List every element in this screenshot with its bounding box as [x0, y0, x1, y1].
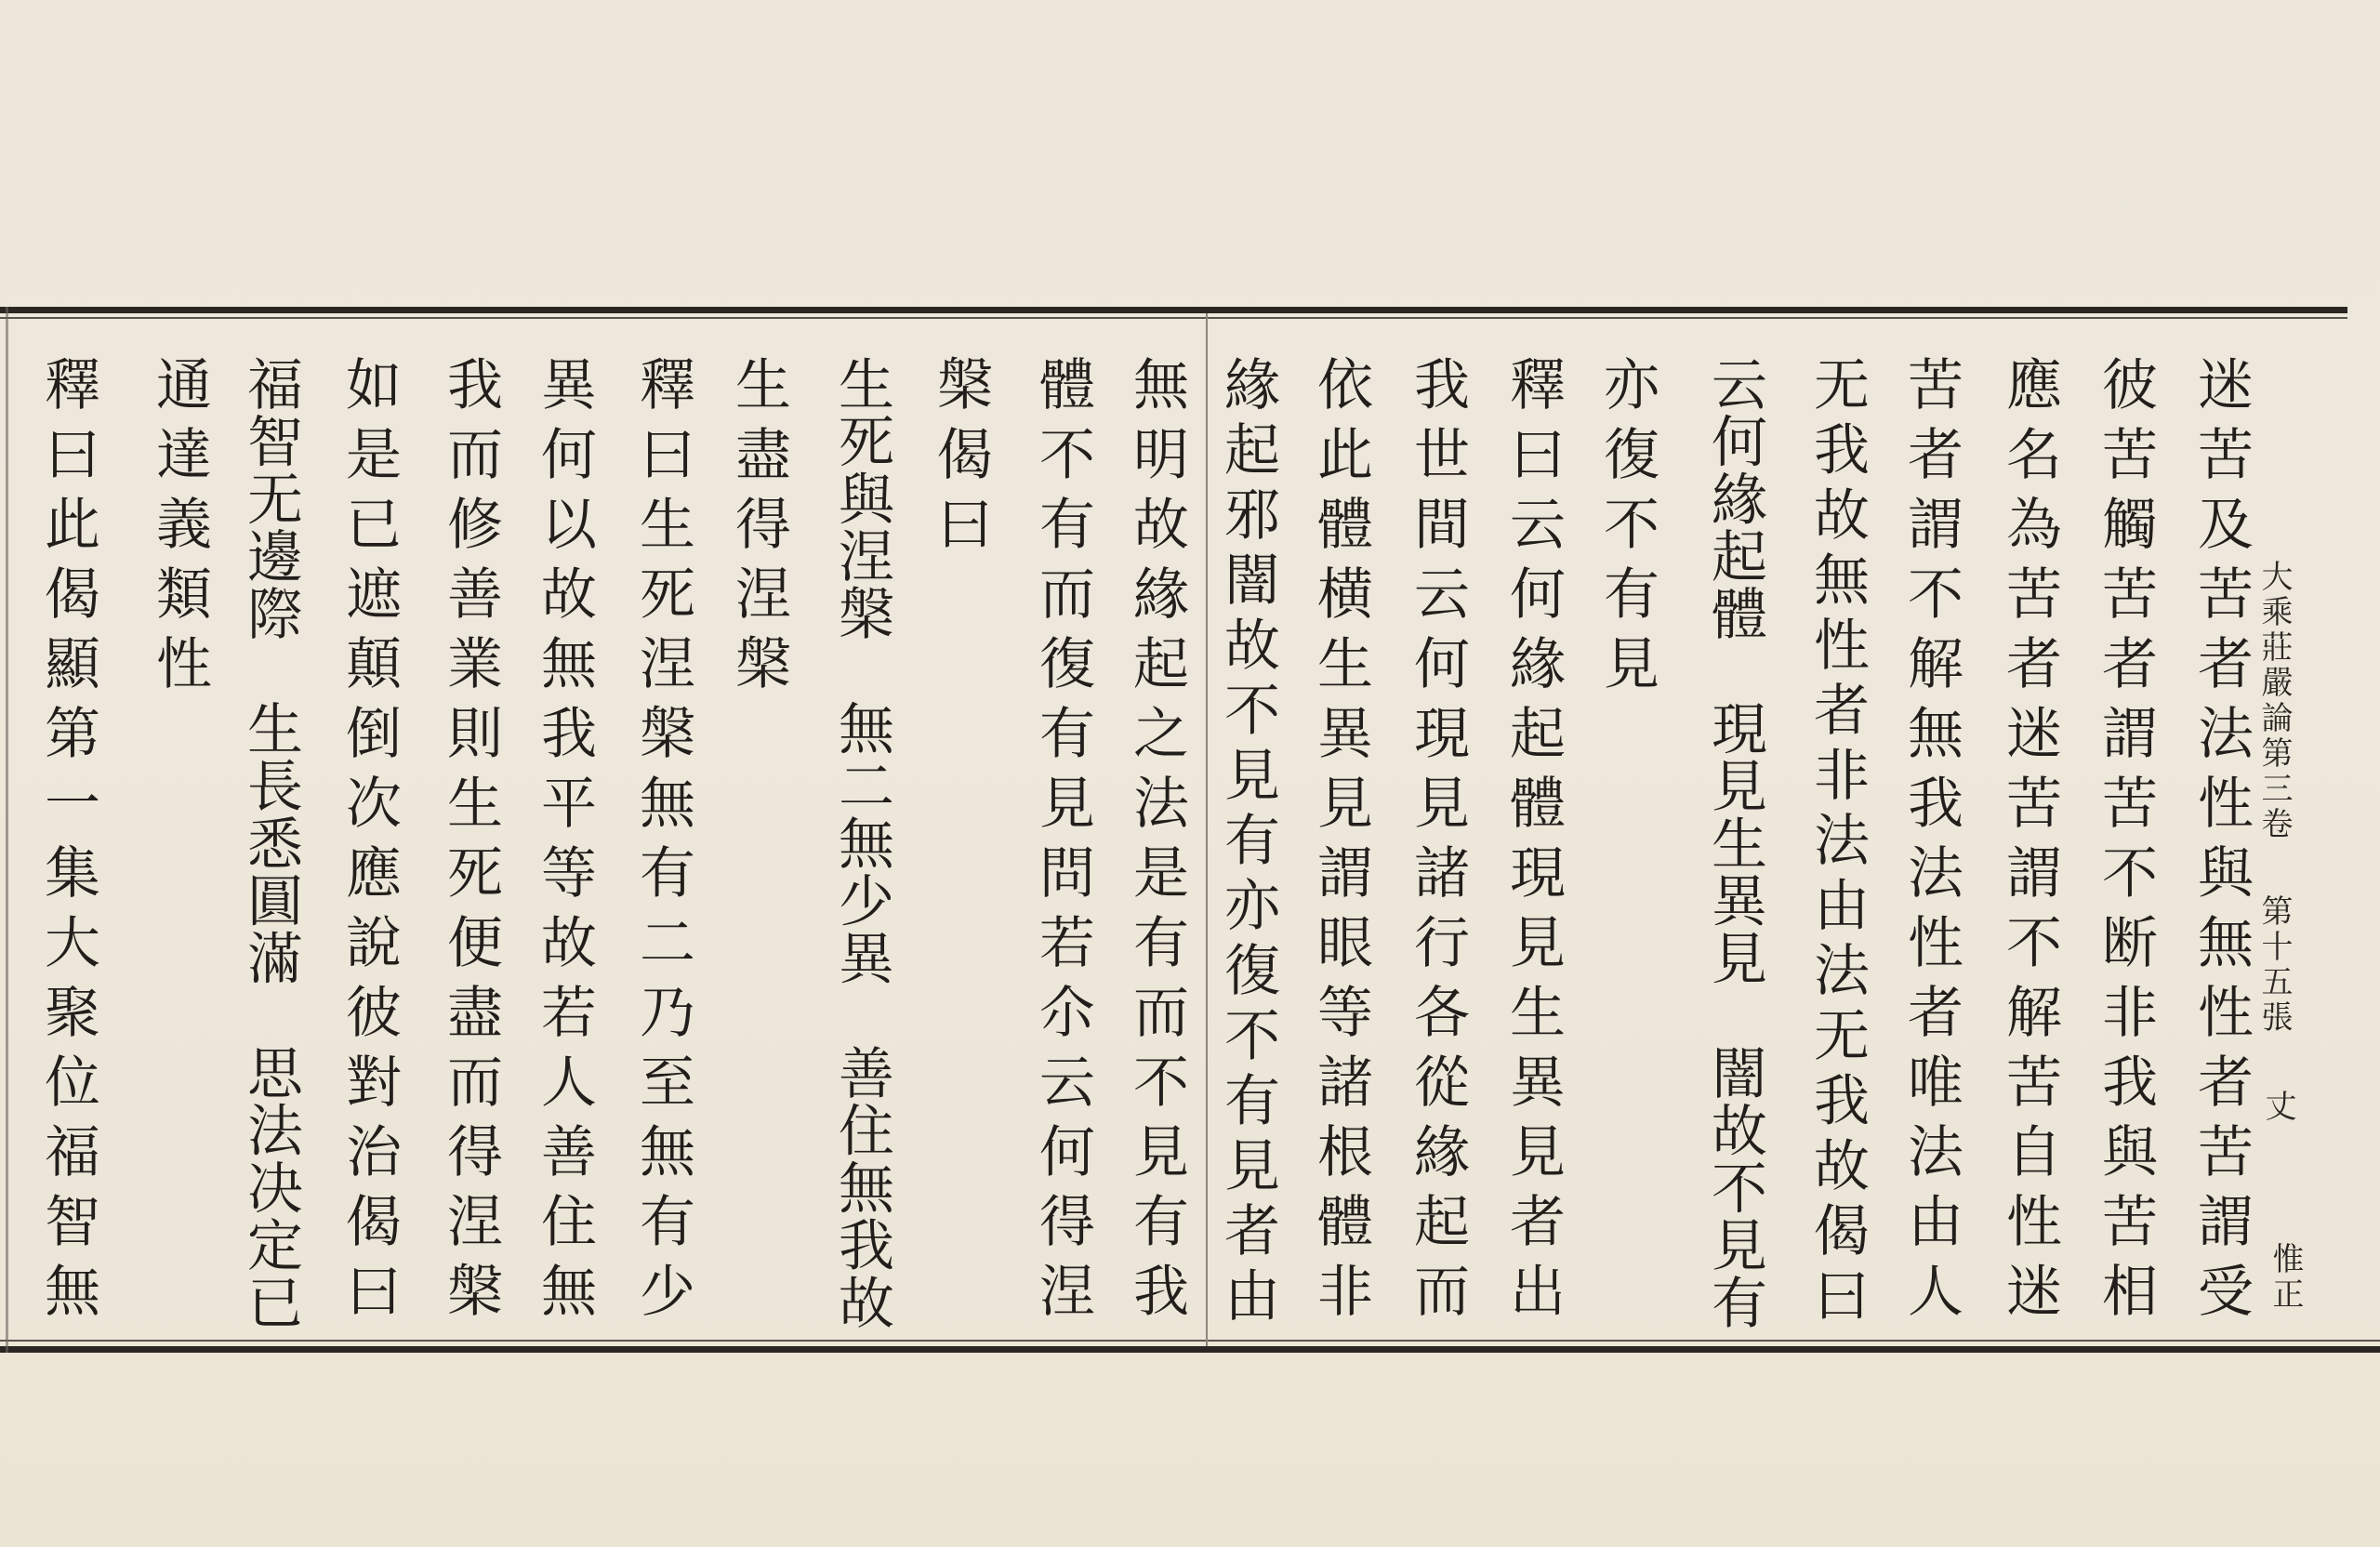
text-column: 釋曰云何緣起體現見生異見者出 — [1501, 355, 1566, 1331]
verse-column: 生死與涅槃 無二無少異 善住無我故 — [829, 355, 894, 1331]
top-border-line — [0, 307, 2347, 313]
verse-column: 生盡得涅槃 — [726, 355, 791, 704]
marginal-title: 大乘莊嚴論第三卷 — [2255, 560, 2293, 842]
text-column: 我而修善業則生死便盡而得涅槃 — [438, 355, 503, 1331]
top-border-inner-line — [0, 317, 2347, 319]
bottom-border-line — [0, 1346, 2380, 1353]
text-column: 彼苦觸苦者謂苦不断非我與苦相 — [2093, 355, 2158, 1331]
text-column: 如是已遮顛倒次應說彼對治偈曰 — [337, 355, 402, 1331]
text-column: 釋曰生死涅槃無有二乃至無有少 — [630, 355, 695, 1331]
verse-column: 云何緣起體 現見生異見 闇故不見有 — [1702, 355, 1767, 1331]
text-column: 異何以故無我平等故若人善住無 — [532, 355, 597, 1331]
text-column: 槃偈曰 — [928, 355, 993, 564]
left-border-line — [6, 307, 8, 1353]
text-column: 緣起邪闇故不見有亦復不有見者由 — [1215, 355, 1280, 1331]
verse-column: 福智无邊際 生長悉圓滿 思法决定已 — [238, 355, 303, 1331]
bottom-border-inner-line — [0, 1340, 2380, 1342]
verse-column: 通達義類性 — [147, 355, 212, 704]
verse-column: 亦復不有見 — [1594, 355, 1659, 704]
folio-number: 第十五張 — [2255, 894, 2293, 1036]
text-column: 苦者謂不解無我法性者唯法由人 — [1898, 355, 1964, 1331]
folio-mark: 丈 — [2259, 1090, 2296, 1125]
text-column: 釋曰此偈顯第一集大聚位福智無 — [35, 355, 100, 1331]
center-fold-line — [1206, 313, 1208, 1346]
text-column: 依此體横生異見謂眼等諸根體非 — [1308, 355, 1373, 1331]
carver-name: 惟正 — [2267, 1242, 2304, 1313]
text-column: 无我故無性者非法由法无我故偈曰 — [1805, 355, 1870, 1331]
text-column: 無明故緣起之法是有而不見有我 — [1124, 355, 1189, 1331]
text-column: 體不有而復有見問若尒云何得涅 — [1030, 355, 1095, 1331]
text-column: 應名為苦者迷苦謂不解苦自性迷 — [1997, 355, 2062, 1331]
text-column: 迷苦及苦者法性與無性者苦謂受 — [2188, 355, 2254, 1331]
text-column: 我世間云何現見諸行各從緣起而 — [1405, 355, 1470, 1331]
